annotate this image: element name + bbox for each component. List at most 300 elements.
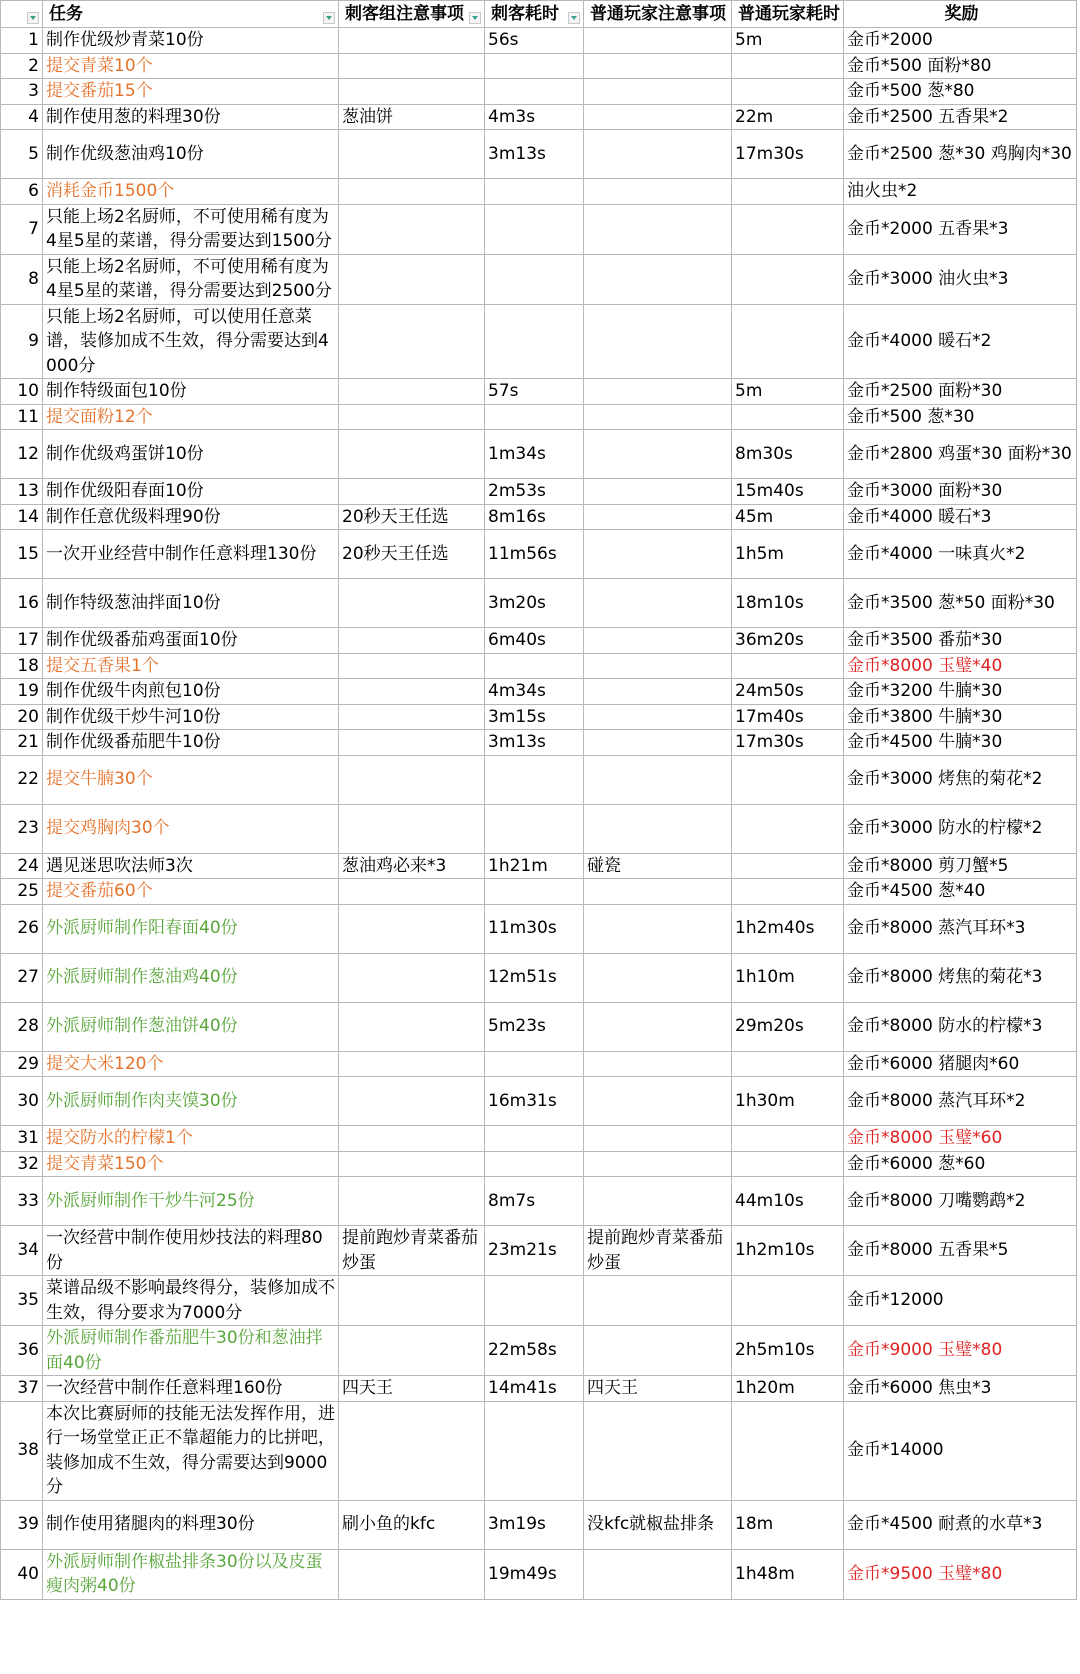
normal-notes-cell[interactable]	[584, 1326, 732, 1376]
assassin-time-cell[interactable]	[485, 1151, 584, 1177]
assassin-time-cell[interactable]: 6m40s	[485, 628, 584, 654]
assassin-time-cell[interactable]: 14m41s	[485, 1376, 584, 1402]
reward-cell[interactable]: 金币*8000 剪刀蟹*5	[844, 853, 1077, 879]
assassin-time-cell[interactable]: 8m16s	[485, 504, 584, 530]
normal-notes-cell[interactable]	[584, 1401, 732, 1500]
task-cell[interactable]: 制作优级番茄肥牛10份	[43, 730, 339, 756]
task-cell[interactable]: 消耗金币1500个	[43, 179, 339, 205]
normal-time-cell[interactable]: 18m	[732, 1500, 844, 1549]
assassin-time-cell[interactable]	[485, 804, 584, 853]
reward-cell[interactable]: 金币*3800 牛腩*30	[844, 704, 1077, 730]
task-cell[interactable]: 制作特级葱油拌面10份	[43, 579, 339, 628]
assassin-time-cell[interactable]: 3m13s	[485, 730, 584, 756]
row-number[interactable]: 1	[1, 28, 43, 54]
filter-dropdown-icon[interactable]	[469, 12, 481, 24]
header-task[interactable]: 任务	[43, 1, 339, 28]
row-number[interactable]: 27	[1, 953, 43, 1002]
filter-dropdown-icon[interactable]	[323, 12, 335, 24]
assassin-notes-cell[interactable]	[339, 28, 485, 54]
normal-notes-cell[interactable]	[584, 1549, 732, 1599]
normal-time-cell[interactable]	[732, 1276, 844, 1326]
reward-cell[interactable]: 油火虫*2	[844, 179, 1077, 205]
task-cell[interactable]: 一次经营中制作任意料理160份	[43, 1376, 339, 1402]
assassin-notes-cell[interactable]	[339, 130, 485, 179]
table-row	[1, 755, 1077, 804]
assassin-time-cell[interactable]: 4m3s	[485, 104, 584, 130]
row-number[interactable]: 35	[1, 1276, 43, 1326]
reward-cell[interactable]: 金币*3000 面粉*30	[844, 479, 1077, 505]
assassin-notes-cell[interactable]	[339, 653, 485, 679]
normal-notes-cell[interactable]	[584, 1276, 732, 1326]
normal-notes-cell[interactable]	[584, 1002, 732, 1051]
task-cell[interactable]: 外派厨师制作阳春面40份	[43, 904, 339, 953]
task-cell[interactable]: 一次经营中制作使用炒技法的料理80份	[43, 1226, 339, 1276]
row-number[interactable]: 7	[1, 204, 43, 254]
row-number[interactable]: 13	[1, 479, 43, 505]
reward-cell[interactable]: 金币*6000 焦虫*3	[844, 1376, 1077, 1402]
assassin-time-cell[interactable]	[485, 1401, 584, 1500]
row-number[interactable]: 40	[1, 1549, 43, 1599]
row-number[interactable]: 38	[1, 1401, 43, 1500]
assassin-time-cell[interactable]: 57s	[485, 379, 584, 405]
task-cell[interactable]: 制作任意优级料理90份	[43, 504, 339, 530]
assassin-notes-cell[interactable]	[339, 79, 485, 105]
assassin-time-cell[interactable]: 3m19s	[485, 1500, 584, 1549]
task-cell[interactable]: 外派厨师制作葱油饼40份	[43, 1002, 339, 1051]
reward-cell[interactable]: 金币*500 葱*80	[844, 79, 1077, 105]
normal-time-cell[interactable]: 36m20s	[732, 628, 844, 654]
task-cell[interactable]: 制作优级葱油鸡10份	[43, 130, 339, 179]
assassin-notes-cell[interactable]: 刷小鱼的kfc	[339, 1500, 485, 1549]
assassin-time-cell[interactable]: 3m13s	[485, 130, 584, 179]
assassin-time-cell[interactable]: 2m53s	[485, 479, 584, 505]
task-cell[interactable]: 制作优级牛肉煎包10份	[43, 679, 339, 705]
normal-notes-cell[interactable]	[584, 679, 732, 705]
assassin-notes-cell[interactable]	[339, 430, 485, 479]
task-cell[interactable]: 菜谱品级不影响最终得分，装修加成不生效，得分要求为7000分	[43, 1276, 339, 1326]
normal-notes-cell[interactable]: 四天王	[584, 1376, 732, 1402]
assassin-notes-cell[interactable]	[339, 1002, 485, 1051]
assassin-notes-cell[interactable]	[339, 1401, 485, 1500]
normal-notes-cell[interactable]	[584, 53, 732, 79]
normal-notes-cell[interactable]	[584, 130, 732, 179]
row-number[interactable]: 3	[1, 79, 43, 105]
reward-cell[interactable]: 金币*4500 耐煮的水草*3	[844, 1500, 1077, 1549]
task-cell[interactable]: 遇见迷思吹法师3次	[43, 853, 339, 879]
normal-notes-cell[interactable]	[584, 704, 732, 730]
assassin-notes-cell[interactable]: 20秒天王任选	[339, 504, 485, 530]
normal-time-cell[interactable]: 44m10s	[732, 1177, 844, 1226]
normal-time-cell[interactable]: 5m	[732, 28, 844, 54]
assassin-notes-cell[interactable]	[339, 1276, 485, 1326]
normal-time-cell[interactable]	[732, 254, 844, 304]
assassin-time-cell[interactable]	[485, 179, 584, 205]
normal-notes-cell[interactable]: 碰瓷	[584, 853, 732, 879]
reward-cell[interactable]: 金币*3000 烤焦的菊花*2	[844, 755, 1077, 804]
normal-notes-cell[interactable]	[584, 479, 732, 505]
row-number[interactable]: 24	[1, 853, 43, 879]
reward-cell[interactable]: 金币*3000 油火虫*3	[844, 254, 1077, 304]
row-number[interactable]: 4	[1, 104, 43, 130]
reward-cell[interactable]: 金币*8000 烤焦的菊花*3	[844, 953, 1077, 1002]
reward-cell[interactable]: 金币*4000 暖石*3	[844, 504, 1077, 530]
assassin-time-cell[interactable]	[485, 653, 584, 679]
reward-cell[interactable]: 金币*4000 暖石*2	[844, 304, 1077, 379]
task-cell[interactable]: 提交青菜150个	[43, 1151, 339, 1177]
row-number[interactable]: 32	[1, 1151, 43, 1177]
normal-notes-cell[interactable]	[584, 304, 732, 379]
reward-cell[interactable]: 金币*8000 蒸汽耳环*3	[844, 904, 1077, 953]
assassin-notes-cell[interactable]	[339, 953, 485, 1002]
normal-notes-cell[interactable]	[584, 430, 732, 479]
normal-notes-cell[interactable]	[584, 179, 732, 205]
task-cell[interactable]: 制作优级阳春面10份	[43, 479, 339, 505]
normal-time-cell[interactable]: 18m10s	[732, 579, 844, 628]
task-cell[interactable]: 提交大米120个	[43, 1051, 339, 1077]
reward-cell[interactable]: 金币*2500 葱*30 鸡胸肉*30	[844, 130, 1077, 179]
reward-cell[interactable]: 金币*9000 玉璧*80	[844, 1326, 1077, 1376]
task-cell[interactable]: 只能上场2名厨师，不可使用稀有度为4星5星的菜谱，得分需要达到2500分	[43, 254, 339, 304]
normal-time-cell[interactable]: 17m30s	[732, 130, 844, 179]
task-cell[interactable]: 制作优级番茄鸡蛋面10份	[43, 628, 339, 654]
assassin-notes-cell[interactable]: 20秒天王任选	[339, 530, 485, 579]
row-number[interactable]: 23	[1, 804, 43, 853]
normal-time-cell[interactable]	[732, 1151, 844, 1177]
row-number[interactable]: 20	[1, 704, 43, 730]
assassin-notes-cell[interactable]	[339, 704, 485, 730]
normal-notes-cell[interactable]	[584, 1151, 732, 1177]
assassin-time-cell[interactable]: 3m15s	[485, 704, 584, 730]
assassin-notes-cell[interactable]: 葱油鸡必来*3	[339, 853, 485, 879]
filter-dropdown-icon[interactable]	[27, 12, 39, 24]
row-number[interactable]: 8	[1, 254, 43, 304]
header-num[interactable]	[1, 1, 43, 28]
assassin-notes-cell[interactable]: 葱油饼	[339, 104, 485, 130]
row-number[interactable]: 30	[1, 1077, 43, 1126]
reward-cell[interactable]: 金币*3200 牛腩*30	[844, 679, 1077, 705]
filter-dropdown-icon[interactable]	[568, 12, 580, 24]
assassin-notes-cell[interactable]	[339, 1326, 485, 1376]
normal-time-cell[interactable]	[732, 853, 844, 879]
normal-time-cell[interactable]: 8m30s	[732, 430, 844, 479]
assassin-notes-cell[interactable]	[339, 679, 485, 705]
task-cell[interactable]: 制作优级鸡蛋饼10份	[43, 430, 339, 479]
assassin-time-cell[interactable]	[485, 1276, 584, 1326]
reward-cell[interactable]: 金币*8000 蒸汽耳环*2	[844, 1077, 1077, 1126]
assassin-notes-cell[interactable]	[339, 379, 485, 405]
task-cell[interactable]: 提交五香果1个	[43, 653, 339, 679]
task-cell[interactable]: 提交面粉12个	[43, 404, 339, 430]
reward-cell[interactable]: 金币*500 面粉*80	[844, 53, 1077, 79]
reward-cell[interactable]: 金币*3000 防水的柠檬*2	[844, 804, 1077, 853]
reward-cell[interactable]: 金币*8000 防水的柠檬*3	[844, 1002, 1077, 1051]
task-cell[interactable]: 制作优级干炒牛河10份	[43, 704, 339, 730]
assassin-notes-cell[interactable]	[339, 304, 485, 379]
assassin-notes-cell[interactable]	[339, 1549, 485, 1599]
task-cell[interactable]: 提交鸡胸肉30个	[43, 804, 339, 853]
reward-cell[interactable]: 金币*12000	[844, 1276, 1077, 1326]
header-reward[interactable]: 奖励	[844, 1, 1077, 28]
normal-time-cell[interactable]: 1h20m	[732, 1376, 844, 1402]
normal-time-cell[interactable]	[732, 79, 844, 105]
normal-notes-cell[interactable]	[584, 953, 732, 1002]
row-number[interactable]: 14	[1, 504, 43, 530]
normal-notes-cell[interactable]	[584, 504, 732, 530]
row-number[interactable]: 37	[1, 1376, 43, 1402]
normal-notes-cell[interactable]	[584, 1126, 732, 1152]
row-number[interactable]: 29	[1, 1051, 43, 1077]
row-number[interactable]: 16	[1, 579, 43, 628]
row-number[interactable]: 33	[1, 1177, 43, 1226]
normal-notes-cell[interactable]	[584, 1177, 732, 1226]
row-number[interactable]: 21	[1, 730, 43, 756]
normal-notes-cell[interactable]	[584, 1077, 732, 1126]
assassin-notes-cell[interactable]	[339, 579, 485, 628]
task-cell[interactable]: 外派厨师制作椒盐排条30份以及皮蛋瘦肉粥40份	[43, 1549, 339, 1599]
assassin-time-cell[interactable]: 11m30s	[485, 904, 584, 953]
assassin-notes-cell[interactable]	[339, 804, 485, 853]
reward-cell[interactable]: 金币*4500 葱*40	[844, 879, 1077, 905]
normal-notes-cell[interactable]	[584, 28, 732, 54]
assassin-time-cell[interactable]: 3m20s	[485, 579, 584, 628]
normal-time-cell[interactable]: 1h48m	[732, 1549, 844, 1599]
assassin-notes-cell[interactable]	[339, 1177, 485, 1226]
assassin-time-cell[interactable]	[485, 404, 584, 430]
normal-time-cell[interactable]	[732, 53, 844, 79]
normal-time-cell[interactable]: 1h2m10s	[732, 1226, 844, 1276]
normal-time-cell[interactable]: 5m	[732, 379, 844, 405]
reward-cell[interactable]: 金币*4500 牛腩*30	[844, 730, 1077, 756]
task-cell[interactable]: 提交牛腩30个	[43, 755, 339, 804]
assassin-time-cell[interactable]: 16m31s	[485, 1077, 584, 1126]
normal-notes-cell[interactable]: 没kfc就椒盐排条	[584, 1500, 732, 1549]
assassin-notes-cell[interactable]: 提前跑炒青菜番茄炒蛋	[339, 1226, 485, 1276]
assassin-notes-cell[interactable]	[339, 479, 485, 505]
assassin-time-cell[interactable]	[485, 1126, 584, 1152]
assassin-time-cell[interactable]	[485, 1051, 584, 1077]
row-number[interactable]: 5	[1, 130, 43, 179]
normal-time-cell[interactable]	[732, 653, 844, 679]
normal-notes-cell[interactable]	[584, 904, 732, 953]
reward-cell[interactable]: 金币*8000 玉璧*60	[844, 1126, 1077, 1152]
task-cell[interactable]: 外派厨师制作干炒牛河25份	[43, 1177, 339, 1226]
assassin-time-cell[interactable]	[485, 204, 584, 254]
row-number[interactable]: 17	[1, 628, 43, 654]
row-number[interactable]: 2	[1, 53, 43, 79]
table-row	[1, 1151, 1077, 1177]
row-number[interactable]: 39	[1, 1500, 43, 1549]
reward-cell[interactable]: 金币*14000	[844, 1401, 1077, 1500]
reward-cell[interactable]: 金币*8000 玉璧*40	[844, 653, 1077, 679]
row-number[interactable]: 12	[1, 430, 43, 479]
assassin-time-cell[interactable]: 5m23s	[485, 1002, 584, 1051]
row-number[interactable]: 11	[1, 404, 43, 430]
assassin-notes-cell[interactable]	[339, 730, 485, 756]
reward-cell[interactable]: 金币*2500 面粉*30	[844, 379, 1077, 405]
assassin-time-cell[interactable]	[485, 79, 584, 105]
normal-time-cell[interactable]: 17m30s	[732, 730, 844, 756]
task-cell[interactable]: 一次开业经营中制作任意料理130份	[43, 530, 339, 579]
row-number[interactable]: 9	[1, 304, 43, 379]
normal-time-cell[interactable]	[732, 204, 844, 254]
row-number[interactable]: 25	[1, 879, 43, 905]
normal-time-cell[interactable]: 15m40s	[732, 479, 844, 505]
reward-cell[interactable]: 金币*500 葱*30	[844, 404, 1077, 430]
normal-notes-cell[interactable]	[584, 730, 732, 756]
task-cell[interactable]: 只能上场2名厨师，不可使用稀有度为4星5星的菜谱，得分需要达到1500分	[43, 204, 339, 254]
assassin-notes-cell[interactable]	[339, 53, 485, 79]
normal-time-cell[interactable]	[732, 755, 844, 804]
task-cell[interactable]: 提交青菜10个	[43, 53, 339, 79]
table-row	[1, 1401, 1077, 1500]
normal-time-cell[interactable]: 1h2m40s	[732, 904, 844, 953]
reward-cell[interactable]: 金币*9500 玉璧*80	[844, 1549, 1077, 1599]
assassin-time-cell[interactable]	[485, 755, 584, 804]
assassin-notes-cell[interactable]	[339, 404, 485, 430]
normal-time-cell[interactable]: 29m20s	[732, 1002, 844, 1051]
reward-cell[interactable]: 金币*3500 葱*50 面粉*30	[844, 579, 1077, 628]
assassin-time-cell[interactable]: 12m51s	[485, 953, 584, 1002]
normal-time-cell[interactable]: 22m	[732, 104, 844, 130]
assassin-time-cell[interactable]	[485, 254, 584, 304]
reward-cell[interactable]: 金币*4000 一味真火*2	[844, 530, 1077, 579]
assassin-time-cell[interactable]: 19m49s	[485, 1549, 584, 1599]
row-number[interactable]: 15	[1, 530, 43, 579]
task-cell[interactable]: 外派厨师制作葱油鸡40份	[43, 953, 339, 1002]
normal-time-cell[interactable]: 45m	[732, 504, 844, 530]
assassin-notes-cell[interactable]	[339, 1126, 485, 1152]
assassin-time-cell[interactable]: 22m58s	[485, 1326, 584, 1376]
normal-notes-cell[interactable]	[584, 628, 732, 654]
assassin-notes-cell[interactable]	[339, 755, 485, 804]
normal-time-cell[interactable]: 2h5m10s	[732, 1326, 844, 1376]
reward-cell[interactable]: 金币*6000 猪腿肉*60	[844, 1051, 1077, 1077]
normal-notes-cell[interactable]	[584, 404, 732, 430]
assassin-time-cell[interactable]: 56s	[485, 28, 584, 54]
assassin-time-cell[interactable]	[485, 879, 584, 905]
task-cell[interactable]: 外派厨师制作番茄肥牛30份和葱油拌面40份	[43, 1326, 339, 1376]
row-number[interactable]: 26	[1, 904, 43, 953]
task-cell[interactable]: 制作使用猪腿肉的料理30份	[43, 1500, 339, 1549]
assassin-notes-cell[interactable]	[339, 628, 485, 654]
normal-notes-cell[interactable]	[584, 879, 732, 905]
assassin-notes-cell[interactable]	[339, 179, 485, 205]
header-assassin-time[interactable]: 刺客耗时	[485, 1, 584, 28]
reward-cell[interactable]: 金币*3500 番茄*30	[844, 628, 1077, 654]
row-number[interactable]: 19	[1, 679, 43, 705]
assassin-notes-cell[interactable]	[339, 1151, 485, 1177]
row-number[interactable]: 10	[1, 379, 43, 405]
row-number[interactable]: 36	[1, 1326, 43, 1376]
row-number[interactable]: 28	[1, 1002, 43, 1051]
assassin-time-cell[interactable]	[485, 304, 584, 379]
normal-notes-cell[interactable]	[584, 755, 732, 804]
table-body	[1, 28, 1077, 1600]
reward-cell[interactable]: 金币*2500 五香果*2	[844, 104, 1077, 130]
assassin-time-cell[interactable]: 23m21s	[485, 1226, 584, 1276]
header-normal-time[interactable]: 普通玩家耗时	[732, 1, 844, 28]
assassin-time-cell[interactable]: 1h21m	[485, 853, 584, 879]
normal-time-cell[interactable]	[732, 304, 844, 379]
normal-notes-cell[interactable]: 提前跑炒青菜番茄炒蛋	[584, 1226, 732, 1276]
normal-time-cell[interactable]	[732, 879, 844, 905]
normal-notes-cell[interactable]	[584, 379, 732, 405]
task-cell[interactable]: 本次比赛厨师的技能无法发挥作用，进行一场堂堂正正不靠超能力的比拼吧，装修加成不生效，得分需要达到9000分	[43, 1401, 339, 1500]
normal-time-cell[interactable]: 24m50s	[732, 679, 844, 705]
assassin-time-cell[interactable]: 11m56s	[485, 530, 584, 579]
task-cell[interactable]: 制作优级炒青菜10份	[43, 28, 339, 54]
normal-notes-cell[interactable]	[584, 79, 732, 105]
normal-time-cell[interactable]	[732, 1126, 844, 1152]
task-cell[interactable]: 提交番茄15个	[43, 79, 339, 105]
normal-notes-cell[interactable]	[584, 104, 732, 130]
header-assassin-notes[interactable]: 刺客组注意事项	[339, 1, 485, 28]
task-cell[interactable]: 制作特级面包10份	[43, 379, 339, 405]
task-cell[interactable]: 提交防水的柠檬1个	[43, 1126, 339, 1152]
reward-cell[interactable]: 金币*2800 鸡蛋*30 面粉*30	[844, 430, 1077, 479]
reward-cell[interactable]: 金币*6000 葱*60	[844, 1151, 1077, 1177]
normal-notes-cell[interactable]	[584, 1051, 732, 1077]
row-number[interactable]: 6	[1, 179, 43, 205]
normal-time-cell[interactable]: 1h10m	[732, 953, 844, 1002]
assassin-notes-cell[interactable]	[339, 1051, 485, 1077]
reward-cell[interactable]: 金币*8000 刀嘴鹦鹉*2	[844, 1177, 1077, 1226]
normal-notes-cell[interactable]	[584, 579, 732, 628]
task-cell[interactable]: 外派厨师制作肉夹馍30份	[43, 1077, 339, 1126]
normal-notes-cell[interactable]	[584, 204, 732, 254]
normal-time-cell[interactable]	[732, 179, 844, 205]
assassin-notes-cell[interactable]	[339, 1077, 485, 1126]
table-row	[1, 853, 1077, 879]
normal-time-cell[interactable]	[732, 1051, 844, 1077]
assassin-time-cell[interactable]: 8m7s	[485, 1177, 584, 1226]
row-number[interactable]: 31	[1, 1126, 43, 1152]
normal-time-cell[interactable]: 1h30m	[732, 1077, 844, 1126]
row-number[interactable]: 34	[1, 1226, 43, 1276]
normal-time-cell[interactable]: 1h5m	[732, 530, 844, 579]
normal-notes-cell[interactable]	[584, 653, 732, 679]
task-cell[interactable]: 只能上场2名厨师，可以使用任意菜谱，装修加成不生效，得分需要达到4000分	[43, 304, 339, 379]
assassin-notes-cell[interactable]	[339, 879, 485, 905]
normal-time-cell[interactable]	[732, 804, 844, 853]
row-number[interactable]: 22	[1, 755, 43, 804]
reward-cell[interactable]: 金币*2000	[844, 28, 1077, 54]
table-row	[1, 628, 1077, 654]
assassin-time-cell[interactable]	[485, 53, 584, 79]
normal-time-cell[interactable]	[732, 404, 844, 430]
normal-notes-cell[interactable]	[584, 530, 732, 579]
reward-cell[interactable]: 金币*8000 五香果*5	[844, 1226, 1077, 1276]
assassin-notes-cell[interactable]	[339, 204, 485, 254]
table-row	[1, 530, 1077, 579]
assassin-notes-cell[interactable]	[339, 904, 485, 953]
normal-notes-cell[interactable]	[584, 254, 732, 304]
task-cell[interactable]: 制作使用葱的料理30份	[43, 104, 339, 130]
task-cell[interactable]: 提交番茄60个	[43, 879, 339, 905]
assassin-notes-cell[interactable]	[339, 254, 485, 304]
table-row	[1, 254, 1077, 304]
table-row	[1, 704, 1077, 730]
header-normal-notes[interactable]: 普通玩家注意事项	[584, 1, 732, 28]
normal-time-cell[interactable]: 17m40s	[732, 704, 844, 730]
assassin-notes-cell[interactable]: 四天王	[339, 1376, 485, 1402]
row-number[interactable]: 18	[1, 653, 43, 679]
reward-cell[interactable]: 金币*2000 五香果*3	[844, 204, 1077, 254]
assassin-time-cell[interactable]: 1m34s	[485, 430, 584, 479]
assassin-time-cell[interactable]: 4m34s	[485, 679, 584, 705]
normal-time-cell[interactable]	[732, 1401, 844, 1500]
normal-notes-cell[interactable]	[584, 804, 732, 853]
